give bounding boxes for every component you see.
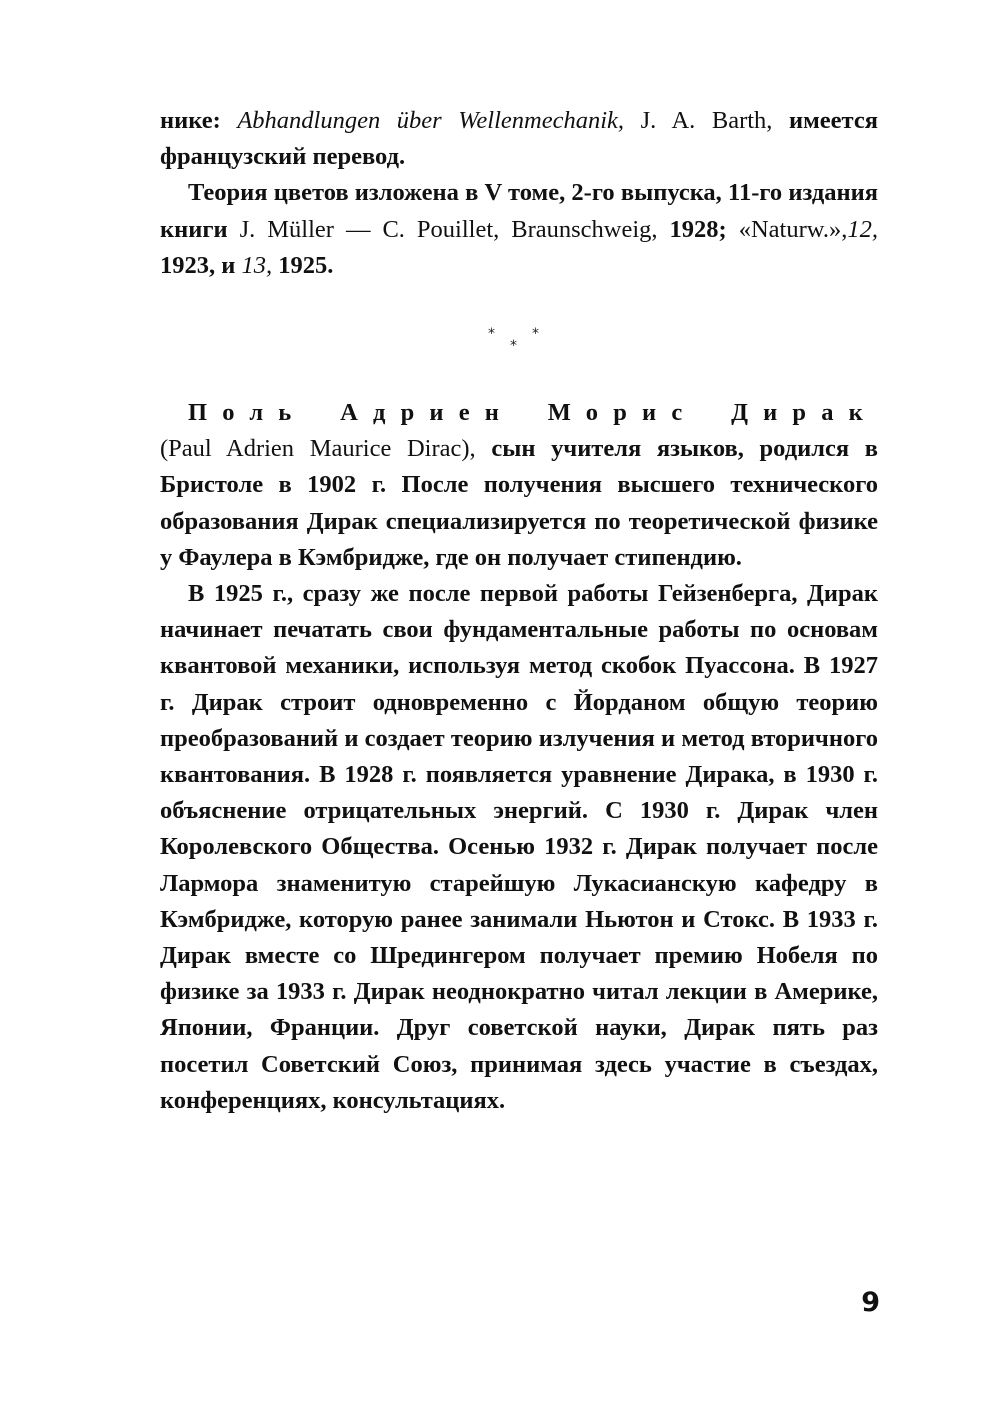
references-block [160, 103, 878, 284]
separator-star-right: * [532, 326, 539, 342]
color-ref-seg6: 1923, и [160, 251, 242, 279]
person-latin-name: (Paul Adrien Maurice Dirac), [160, 435, 476, 463]
color-theory-reference [160, 175, 878, 284]
wave-mechanics-reference [160, 103, 878, 175]
reference-translation-note: имеется французский перевод. [160, 107, 878, 171]
biography-intro-paragraph [160, 395, 878, 576]
color-ref-seg8: 1925. [272, 251, 334, 279]
dirac-biography [160, 395, 878, 1119]
separator-star-left: * [488, 326, 495, 342]
color-ref-authors: J. Müller — C. Pouillet, Braunschweig, [239, 215, 658, 243]
color-ref-seg3: 1928; [657, 215, 739, 243]
color-ref-journal: «Naturw.», [738, 215, 848, 243]
color-ref-volume-12: 12, [847, 215, 878, 243]
biography-career-paragraph: В 1925 г., сразу же после первой работы Гейзенберга, Дирак начинает печатать свои фундаментальные работы по основам квантовой механики, используя метод скобок Пуассона. В 1927 г. Дирак строит одновременно с Йорданом общую теорию преобразований и создает теорию излучения и метод вторичного квантования. В 1928 г. появляется уравнение Дирака, в 1930 г. объяснение отрицательных энергий. С 1930 г. Дирак член Королевского Общества. Осенью 1932 г. Дирак получает после Лармора знаменитую старейшую Лукасианскую кафедру в Кэмбридже, которую ранее занимали Ньютон и Стокс. В 1933 г. Дирак вместе со Шредингером получает премию Нобеля по физике за 1933 г. Дирак неоднократно читал лекции в Америке, Японии, Франции. Друг советской науки, Дирак пять раз посетил Советский Союз, принимая здесь участие в съездах, конференциях, консультациях. [160, 580, 878, 1114]
section-separator [488, 326, 552, 356]
biography-intro-text: сын учителя языков, родился в Бристоле в 1902 г. После получения высшего технического образования Дирак специализируется по теоретической физике у Фаулера в Кэмбридже, где он получает стипендию. [160, 435, 878, 571]
page-number: 9 [861, 1287, 880, 1318]
separator-star-bottom: * [510, 338, 517, 354]
reference-seg1: нике: [160, 107, 238, 134]
person-name: Поль Адриен Морис Дирак [188, 399, 878, 426]
color-ref-seg1: Теория цветов изложена в V томе, 2-го выпуска, 11-го издания книги [160, 179, 878, 243]
color-ref-volume-13: 13, [241, 251, 273, 279]
reference-book-title: Abhandlungen über Wellenmechanik, [237, 107, 625, 134]
reference-publisher: J. A. Barth, [624, 107, 773, 134]
